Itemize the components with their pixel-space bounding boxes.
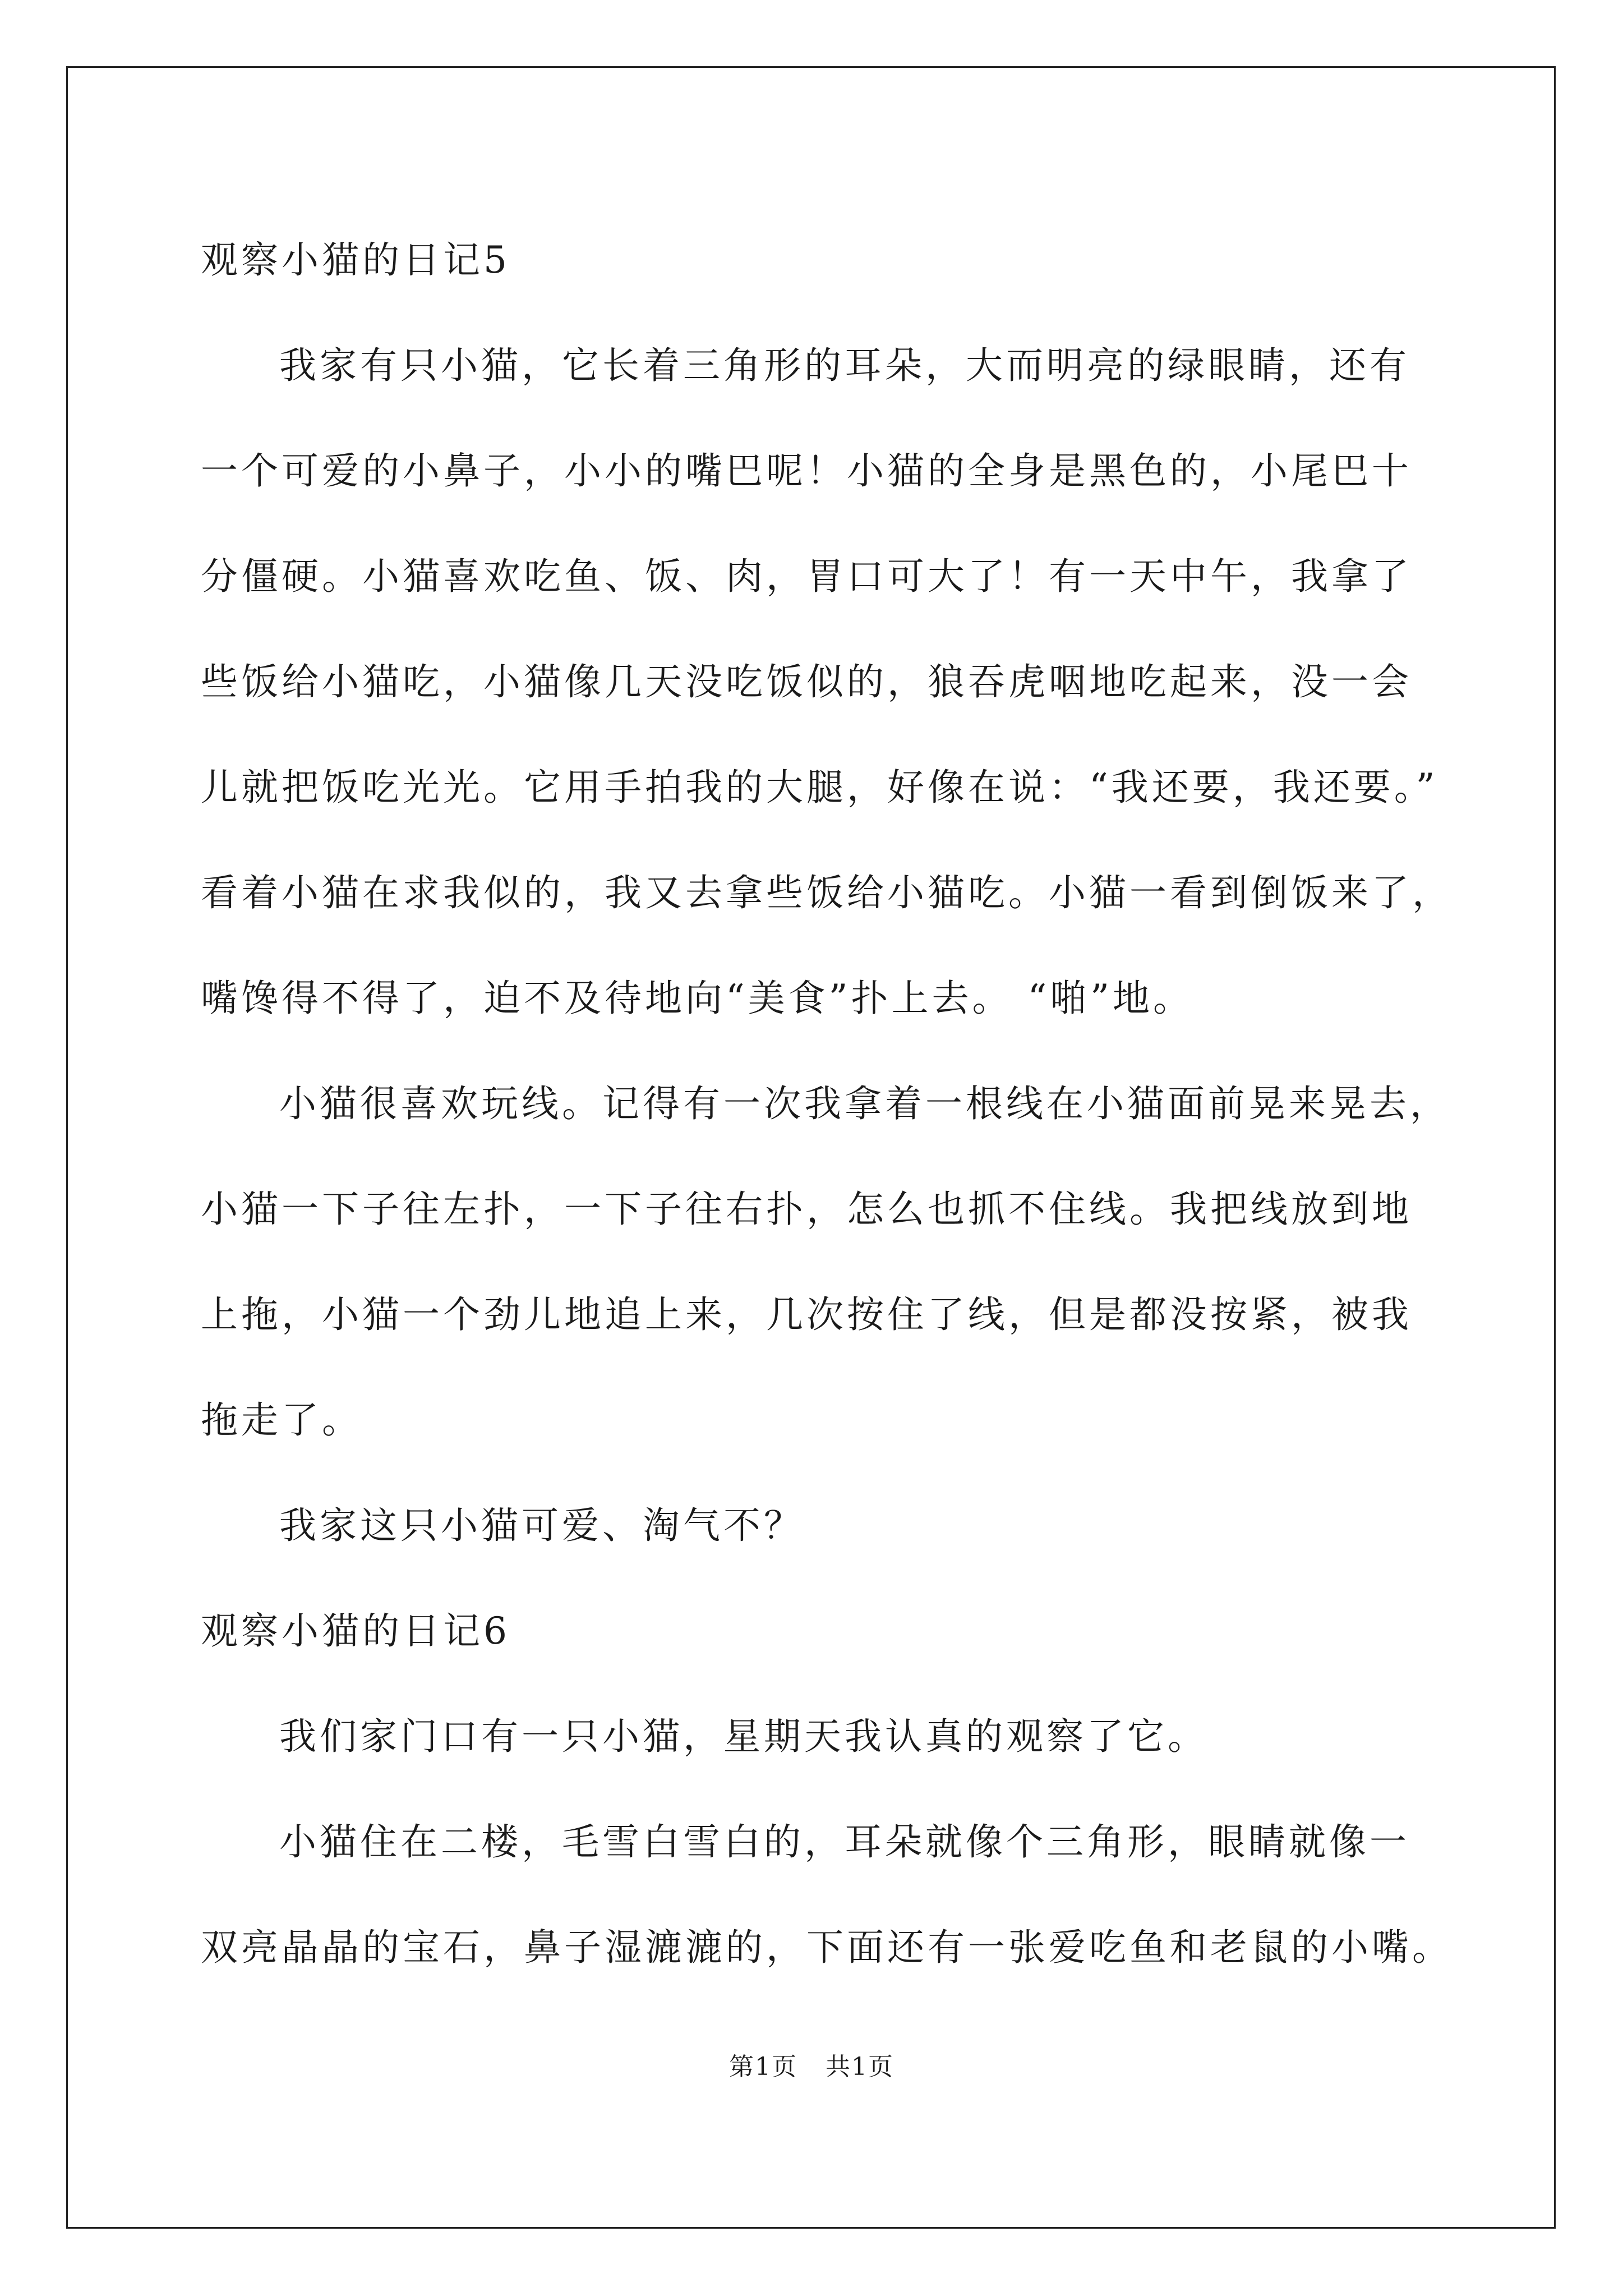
text-line: 一个可爱的小鼻子，小小的嘴巴呢！小猫的全身是黑色的，小尾巴十 (201, 449, 1412, 493)
page-total: 共1页 (826, 2053, 894, 2081)
text-line: 儿就把饭吃光光。它用手拍我的大腿，好像在说：“我还要，我还要。” (201, 766, 1438, 809)
text-line: 小猫很喜欢玩线。记得有一次我拿着一根线在小猫面前晃来晃去， (279, 1082, 1450, 1125)
text-line: 上拖，小猫一个劲儿地追上来，几次按住了线，但是都没按紧，被我 (201, 1293, 1412, 1336)
text-line: 嘴馋得不得了，迫不及待地向“美食”扑上去。 “啪”地。 (201, 977, 1193, 1020)
text-line: 拖走了。 (201, 1398, 362, 1442)
text-line: 些饭给小猫吃，小猫像几天没吃饭似的，狼吞虎咽地吃起来，没一会 (201, 660, 1412, 703)
text-line: 观察小猫的日记5 (201, 238, 510, 282)
text-line: 我们家门口有一只小猫，星期天我认真的观察了它。 (279, 1715, 1208, 1758)
text-line: 双亮晶晶的宝石，鼻子湿漉漉的，下面还有一张爱吃鱼和老鼠的小嘴。 (201, 1926, 1453, 1969)
text-line: 小猫一下子往左扑，一下子往右扑，怎么也抓不住线。我把线放到地 (201, 1188, 1412, 1231)
text-line: 看着小猫在求我似的，我又去拿些饭给小猫吃。小猫一看到倒饭来了， (201, 871, 1453, 914)
text-line: 分僵硬。小猫喜欢吃鱼、饭、肉，胃口可大了！有一天中午，我拿了 (201, 555, 1412, 598)
text-line: 小猫住在二楼，毛雪白雪白的，耳朵就像个三角形，眼睛就像一 (279, 1820, 1410, 1864)
text-line: 观察小猫的日记6 (201, 1609, 510, 1653)
document-body (201, 208, 1463, 2000)
text-line: 我家这只小猫可爱、淘气不？ (279, 1504, 804, 1547)
text-line: 我家有只小猫，它长着三角形的耳朵，大而明亮的绿眼睛，还有 (279, 344, 1410, 387)
page-number: 第1页 (729, 2053, 797, 2081)
page-footer (0, 2050, 1623, 2084)
